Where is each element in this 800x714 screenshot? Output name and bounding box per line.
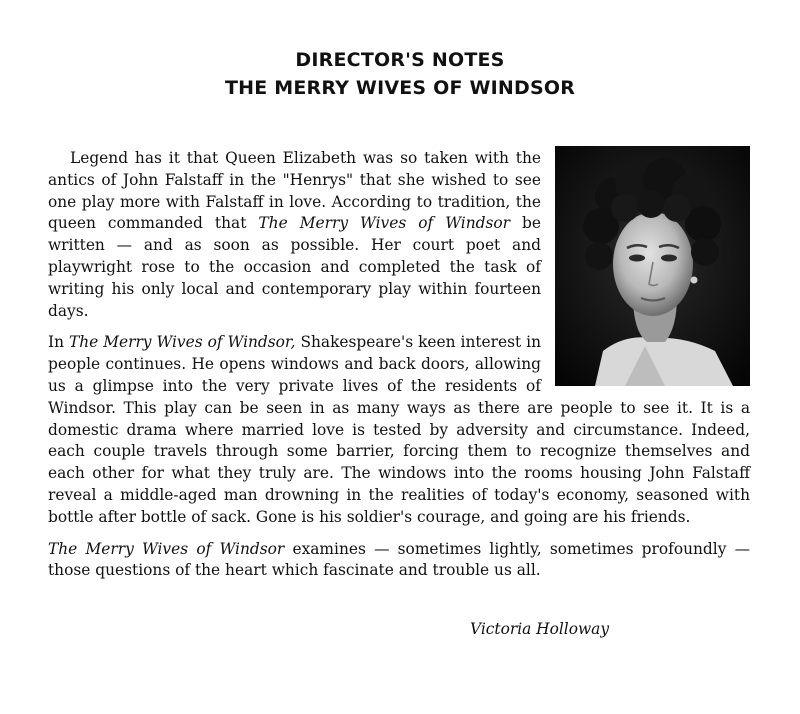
play-title: THE MERRY WIVES OF WINDSOR: [224, 77, 576, 99]
paragraph-text: be written — and as soon as possible. Her court poet and playwright rose to the occasion and completed the task of writing his only local and contemporary play within fourteen days.: [48, 214, 541, 320]
paragraph-text: In: [48, 333, 69, 352]
author-signature: Victoria Holloway: [470, 620, 610, 638]
paragraph-conclusion: [48, 539, 750, 583]
page-header: [0, 46, 800, 102]
play-title-inline: The Merry Wives of Windsor: [258, 214, 510, 233]
paragraph-text: examines — sometimes lightly, sometimes profoundly — those questions of the heart which fascinate and trouble us all.: [48, 539, 750, 580]
page-title: DIRECTOR'S NOTES: [295, 49, 505, 71]
director-portrait: [555, 146, 750, 386]
play-title-inline: The Merry Wives of Windsor,: [68, 333, 296, 352]
play-title-inline: The Merry Wives of Windsor: [48, 539, 285, 558]
notes-body: [48, 148, 750, 592]
paragraph-text: Shakespeare's keen interest in people continues. He opens windows and back doors, allowing us a glimpse into the very private lives of the residents of Windsor. This play can be seen in as many ways as there are people to see it. It is a domestic drama where married love is tested by adversity and circumstance. Indeed, each couple travels through some barrier, forcing them to recognize themselves and each other for what they truly are. The windows into the rooms housing John Falstaff reveal a middle-aged man drowning in the realities of today's economy, seasoned with bottle after bottle of sack. Gone is his soldier's courage, and going are his friends.: [48, 333, 750, 526]
paragraph-text: Legend has it that Queen Elizabeth was so taken with the antics of John Falstaff in the "Henrys" that she wished to see one play more with Falstaff in love. According to tradition, the queen commanded that: [48, 149, 541, 233]
